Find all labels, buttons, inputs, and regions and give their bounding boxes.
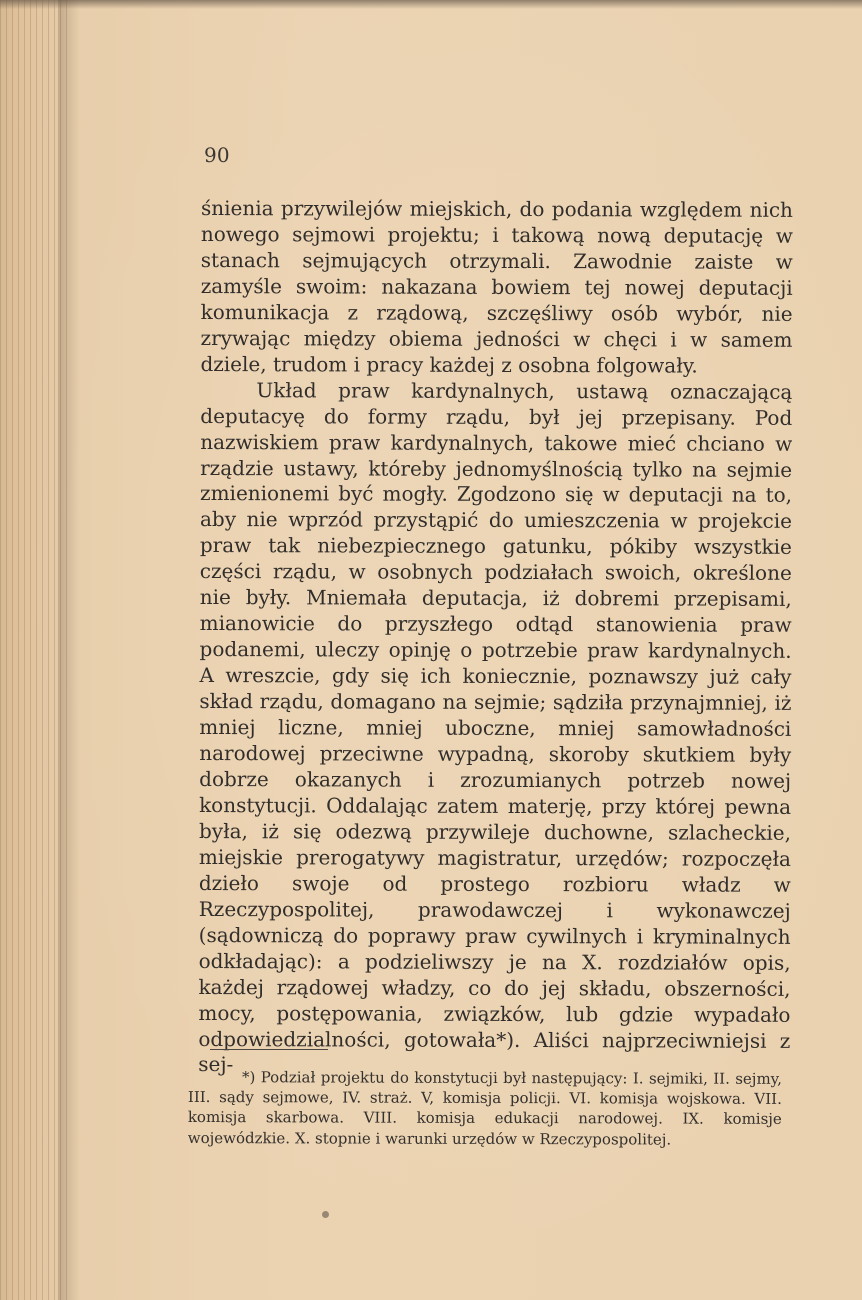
main-text-block xyxy=(198,196,793,1080)
footnote xyxy=(188,1067,782,1150)
body-paragraph-1: śnienia przywilejów miejskich, do podania względem nich nowego sejmowi projektu; i takową nową deputację w stanach sejmujących otrzymali. Zawodnie zaiste w zamyśle swoim: nakazana bowiem tej nowej deputacji komunikacja z rządową, szczęśliwy osób wybór, nie zrywając między obiema jedności w chęci i w samem dziele, trudom i pracy każdej z osobna folgowały. xyxy=(200,196,793,378)
binding-shadow xyxy=(58,0,80,1300)
body-paragraph-2: Układ praw kardynalnych, ustawą oznaczającą deputacyę do formy rządu, był jej przepisany. Pod nazwiskiem praw kardynalnych, takowe mieć chciano w rządzie ustawy, któreby jednomyślnością tylko na sejmie zmienionemi być mogły. Zgodzono się w deputacji na to, aby nie wprzód przystąpić do umieszczenia w projekcie praw tak niebezpiecznego gatunku, pókiby wszystkie części rządu, w osobnych podziałach swoich, określone nie były. Mniemała deputacja, iż dobremi przepisami, mianowicie do przyszłego odtąd stanowienia praw podanemi, uleczy opinję o potrzebie praw kardynalnych. A wreszcie, gdy się ich koniecznie, poznawszy już cały skład rządu, domagano na sejmie; sądziła przynajmniej, iż mniej liczne, mniej uboczne, mniej samowładności narodowej przeciwne wypadną, skoroby skutkiem były dobrze okazanych i zrozumianych potrzeb nowej konstytucji. Oddalając zatem materję, przy której pewna była, iż się odezwą przywileje duchowne, szlacheckie, miejskie prerogatywy magistratur, urzędów; rozpoczęła dzieło swoje od prostego rozbioru władz w Rzeczypospolitej, prawodawczej i wykonawczej (sądowniczą do poprawy praw cywilnych i kryminalnych odkładając): a podzieliwszy je na X. rozdziałów opis, każdej rządowej władzy, co do jej składu, obszerności, mocy, postępowania, związków, lub gdzie wypadało odpowiedzialności, gotowała*). Aliści najprzeciwniejsi z sej- xyxy=(198,377,793,1077)
footnote-text: Podział projektu do konstytucji był następujący: I. sejmiki, II. sejmy, III. sądy sejmowe, IV. straż. V, komisja policji. VI. komisja wojskowa. VII. komisja skarbowa. VIII. komisja edukacji narodowej. IX. komisje wojewódzkie. X. stopnie i warunki urzędów w Rzeczypospolitej. xyxy=(187,1068,782,1149)
footnote-marker: *) xyxy=(241,1068,256,1087)
top-shadow xyxy=(0,0,862,9)
paper-speck xyxy=(322,1211,329,1218)
page-number: 90 xyxy=(204,143,230,167)
footnote-separator xyxy=(210,1049,328,1050)
